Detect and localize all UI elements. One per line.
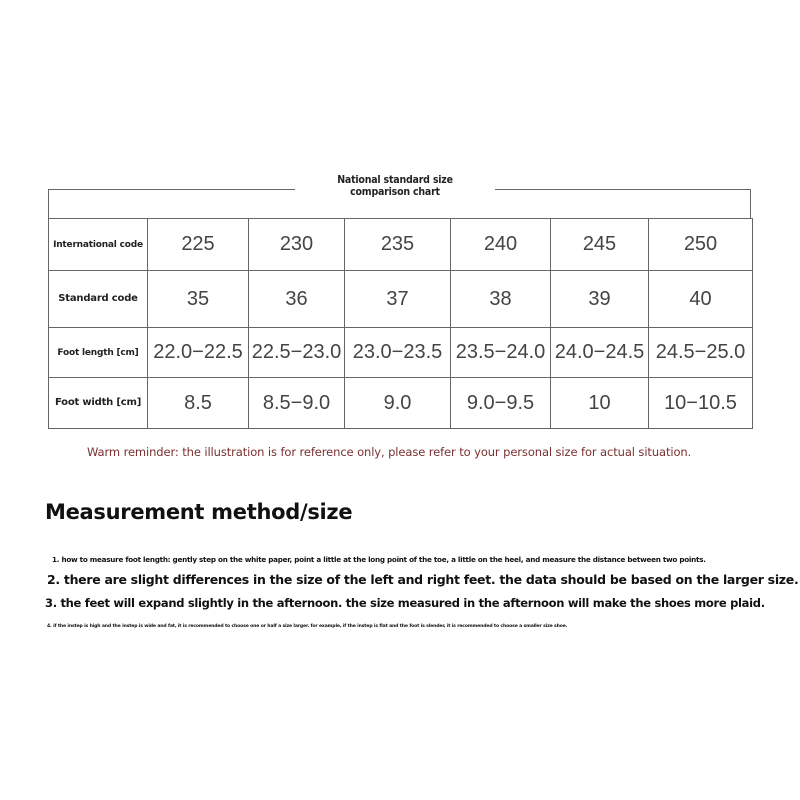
- row-label: International code: [49, 219, 148, 271]
- table-cell: 35: [148, 271, 249, 328]
- measurement-note-3: 3. the feet will expand slightly in the afternoon. the size measured in the afternoon will make the shoes more plaid.: [45, 596, 765, 610]
- measurement-note-1: 1. how to measure foot length: gently step on the white paper, point a little at the long point of the toe, a little on the heel, and measure the distance between two points.: [52, 555, 706, 564]
- table-cell: 225: [148, 219, 249, 271]
- row-label: Foot width [cm]: [49, 378, 148, 429]
- table-cell: 8.5−9.0: [249, 378, 345, 429]
- measurement-note-2: 2. there are slight differences in the size of the left and right feet. the data should be based on the larger size.: [47, 572, 799, 587]
- table-cell: 9.0−9.5: [451, 378, 551, 429]
- table-cell: 24.0−24.5: [551, 328, 649, 378]
- row-label: Foot length [cm]: [49, 328, 148, 378]
- table-cell: 250: [649, 219, 753, 271]
- table-cell: 22.5−23.0: [249, 328, 345, 378]
- size-comparison-table: [48, 218, 753, 429]
- table-row-foot-width: [49, 378, 753, 429]
- table-row-standard-code: [49, 271, 753, 328]
- warm-reminder-text: Warm reminder: the illustration is for reference only, please refer to your personal size for actual situation.: [87, 445, 692, 459]
- table-cell: 40: [649, 271, 753, 328]
- table-cell: 245: [551, 219, 649, 271]
- measurement-note-4: 4. if the instep is high and the instep is wide and fat, it is recommended to choose one or half a size larger. for example, if the instep is flat and the foot is slender, it is recommended to choose a smaller size shoe.: [47, 624, 568, 629]
- table-cell: 235: [345, 219, 451, 271]
- table-cell: 8.5: [148, 378, 249, 429]
- table-cell: 36: [249, 271, 345, 328]
- table-row-foot-length: [49, 328, 753, 378]
- table-cell: 23.0−23.5: [345, 328, 451, 378]
- row-label: Standard code: [49, 271, 148, 328]
- measurement-section-title: Measurement method/size: [45, 500, 353, 524]
- table-cell: 37: [345, 271, 451, 328]
- table-cell: 240: [451, 219, 551, 271]
- table-cell: 22.0−22.5: [148, 328, 249, 378]
- size-chart-title-line2: comparison chart: [350, 186, 440, 198]
- table-cell: 10: [551, 378, 649, 429]
- size-chart-title-line1: National standard size: [337, 174, 453, 186]
- size-chart-title: [295, 174, 495, 198]
- table-row-international-code: [49, 219, 753, 271]
- table-cell: 230: [249, 219, 345, 271]
- table-cell: 39: [551, 271, 649, 328]
- table-cell: 24.5−25.0: [649, 328, 753, 378]
- table-cell: 23.5−24.0: [451, 328, 551, 378]
- table-cell: 10−10.5: [649, 378, 753, 429]
- table-cell: 9.0: [345, 378, 451, 429]
- table-cell: 38: [451, 271, 551, 328]
